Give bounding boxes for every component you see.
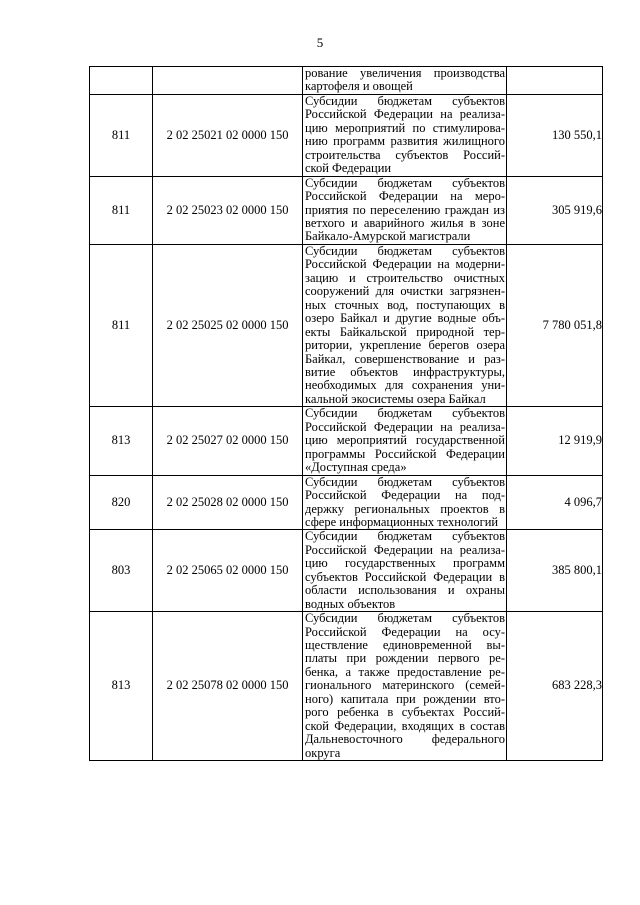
revenue-description-cell bbox=[303, 475, 507, 530]
revenue-description-cell bbox=[303, 67, 507, 95]
description-line: округа bbox=[305, 745, 341, 760]
description-line: строительства субъектов Россий- bbox=[305, 147, 505, 162]
table-row bbox=[90, 67, 603, 95]
revenue-description-cell bbox=[303, 407, 507, 475]
description-line: Субсидии бюджетам субъектов bbox=[305, 406, 505, 421]
description-line: нию программ развития жилищного bbox=[305, 134, 505, 149]
description-line: кальной экосистемы озера Байкал bbox=[305, 391, 486, 406]
revenue-description-cell bbox=[303, 94, 507, 176]
description-line: ской Федерации, входящих в состав bbox=[305, 718, 505, 733]
description-line: держку региональных проектов в bbox=[305, 501, 505, 516]
description-line: сфере информационных технологий bbox=[305, 514, 499, 529]
budget-classification-code-cell bbox=[153, 67, 303, 95]
description-line: Субсидии бюджетам субъектов bbox=[305, 175, 505, 190]
description-line: витие объектов инфраструктуры, bbox=[305, 364, 505, 379]
description-line: платы при рождении первого ре- bbox=[305, 651, 505, 666]
description-line: Российской Федерации на реализа- bbox=[305, 107, 505, 122]
description-line: субъектов Российской Федерации в bbox=[305, 569, 505, 584]
description-line: Байкал, совершенствование и раз- bbox=[305, 351, 505, 366]
amount-cell: 12 919,9 bbox=[507, 407, 603, 475]
description-line: Российской Федерации на меро- bbox=[305, 189, 505, 204]
description-line: Субсидии бюджетам субъектов bbox=[305, 93, 505, 108]
description-line: ного) капитала при рождении вто- bbox=[305, 691, 505, 706]
budget-classification-code-cell: 2 02 25028 02 0000 150 bbox=[153, 475, 303, 530]
description-line: бенка, а также предоставление ре- bbox=[305, 664, 505, 679]
admin-code-cell: 811 bbox=[90, 94, 153, 176]
description-line: Российской Федерации на осу- bbox=[305, 624, 505, 639]
description-line: программы Российской Федерации bbox=[305, 446, 505, 461]
budget-classification-code-cell: 2 02 25023 02 0000 150 bbox=[153, 176, 303, 244]
amount-cell bbox=[507, 67, 603, 95]
amount-cell: 385 800,1 bbox=[507, 530, 603, 612]
description-line: приятия по переселению граждан из bbox=[305, 202, 505, 217]
description-line: Субсидии бюджетам субъектов bbox=[305, 474, 505, 489]
budget-classification-code-cell: 2 02 25025 02 0000 150 bbox=[153, 244, 303, 406]
budget-classification-code-cell: 2 02 25021 02 0000 150 bbox=[153, 94, 303, 176]
description-line: сооружений для очистки загрязнен- bbox=[305, 284, 505, 299]
budget-revenue-table bbox=[89, 66, 603, 761]
description-line: Субсидии бюджетам субъектов bbox=[305, 243, 505, 258]
description-line: рого ребенка в субъектах Россий- bbox=[305, 705, 505, 720]
table-row bbox=[90, 94, 603, 176]
description-line: ных сточных вод, поступающих в bbox=[305, 297, 505, 312]
table-row bbox=[90, 475, 603, 530]
description-line: рование увеличения производства bbox=[305, 66, 505, 80]
admin-code-cell: 820 bbox=[90, 475, 153, 530]
description-line: области использования и охраны bbox=[305, 583, 505, 598]
description-line: цию мероприятий государственной bbox=[305, 433, 505, 448]
description-line: цию мероприятий по стимулирова- bbox=[305, 120, 505, 135]
description-line: ветхого и аварийного жилья в зоне bbox=[305, 215, 505, 230]
description-line: Субсидии бюджетам субъектов bbox=[305, 529, 505, 544]
amount-cell: 7 780 051,8 bbox=[507, 244, 603, 406]
description-line: Субсидии бюджетам субъектов bbox=[305, 611, 505, 626]
admin-code-cell: 811 bbox=[90, 244, 153, 406]
budget-classification-code-cell: 2 02 25027 02 0000 150 bbox=[153, 407, 303, 475]
description-line: картофеля и овощей bbox=[305, 79, 413, 94]
budget-classification-code-cell: 2 02 25065 02 0000 150 bbox=[153, 530, 303, 612]
amount-cell: 4 096,7 bbox=[507, 475, 603, 530]
description-line: гионального материнского (семей- bbox=[305, 678, 505, 693]
admin-code-cell: 813 bbox=[90, 612, 153, 761]
description-line: Российской Федерации на реализа- bbox=[305, 419, 505, 434]
description-line: екты Байкальской природной тер- bbox=[305, 324, 505, 339]
description-line: водных объектов bbox=[305, 596, 396, 611]
description-line: Российской Федерации на модерни- bbox=[305, 257, 505, 272]
description-line: ритории, укрепление берегов озера bbox=[305, 338, 505, 353]
admin-code-cell: 803 bbox=[90, 530, 153, 612]
admin-code-cell: 811 bbox=[90, 176, 153, 244]
amount-cell: 683 228,3 bbox=[507, 612, 603, 761]
description-line: Российской Федерации на реализа- bbox=[305, 542, 505, 557]
table-row bbox=[90, 530, 603, 612]
description-line: озеро Байкал и другие водные объ- bbox=[305, 311, 505, 326]
description-line: зацию и строительство очистных bbox=[305, 270, 505, 285]
budget-classification-code-cell: 2 02 25078 02 0000 150 bbox=[153, 612, 303, 761]
description-line: цию государственных программ bbox=[305, 556, 505, 571]
description-line: «Доступная среда» bbox=[305, 460, 407, 475]
description-line: Российской Федерации на под- bbox=[305, 488, 505, 503]
description-line: необходимых для сохранения уни- bbox=[305, 378, 505, 393]
table-row bbox=[90, 244, 603, 406]
page-number: 5 bbox=[316, 35, 324, 50]
revenue-description-cell bbox=[303, 530, 507, 612]
table-row bbox=[90, 407, 603, 475]
admin-code-cell bbox=[90, 67, 153, 95]
revenue-description-cell bbox=[303, 176, 507, 244]
description-line: Байкало-Амурской магистрали bbox=[305, 229, 471, 244]
revenue-description-cell bbox=[303, 612, 507, 761]
amount-cell: 130 550,1 bbox=[507, 94, 603, 176]
amount-cell: 305 919,6 bbox=[507, 176, 603, 244]
description-line: ской Федерации bbox=[305, 161, 392, 176]
revenue-description-cell bbox=[303, 244, 507, 406]
description-line: Дальневосточного федерального bbox=[305, 732, 505, 747]
table-row bbox=[90, 612, 603, 761]
admin-code-cell: 813 bbox=[90, 407, 153, 475]
description-line: ществление единовременной вы- bbox=[305, 638, 505, 653]
table-row bbox=[90, 176, 603, 244]
